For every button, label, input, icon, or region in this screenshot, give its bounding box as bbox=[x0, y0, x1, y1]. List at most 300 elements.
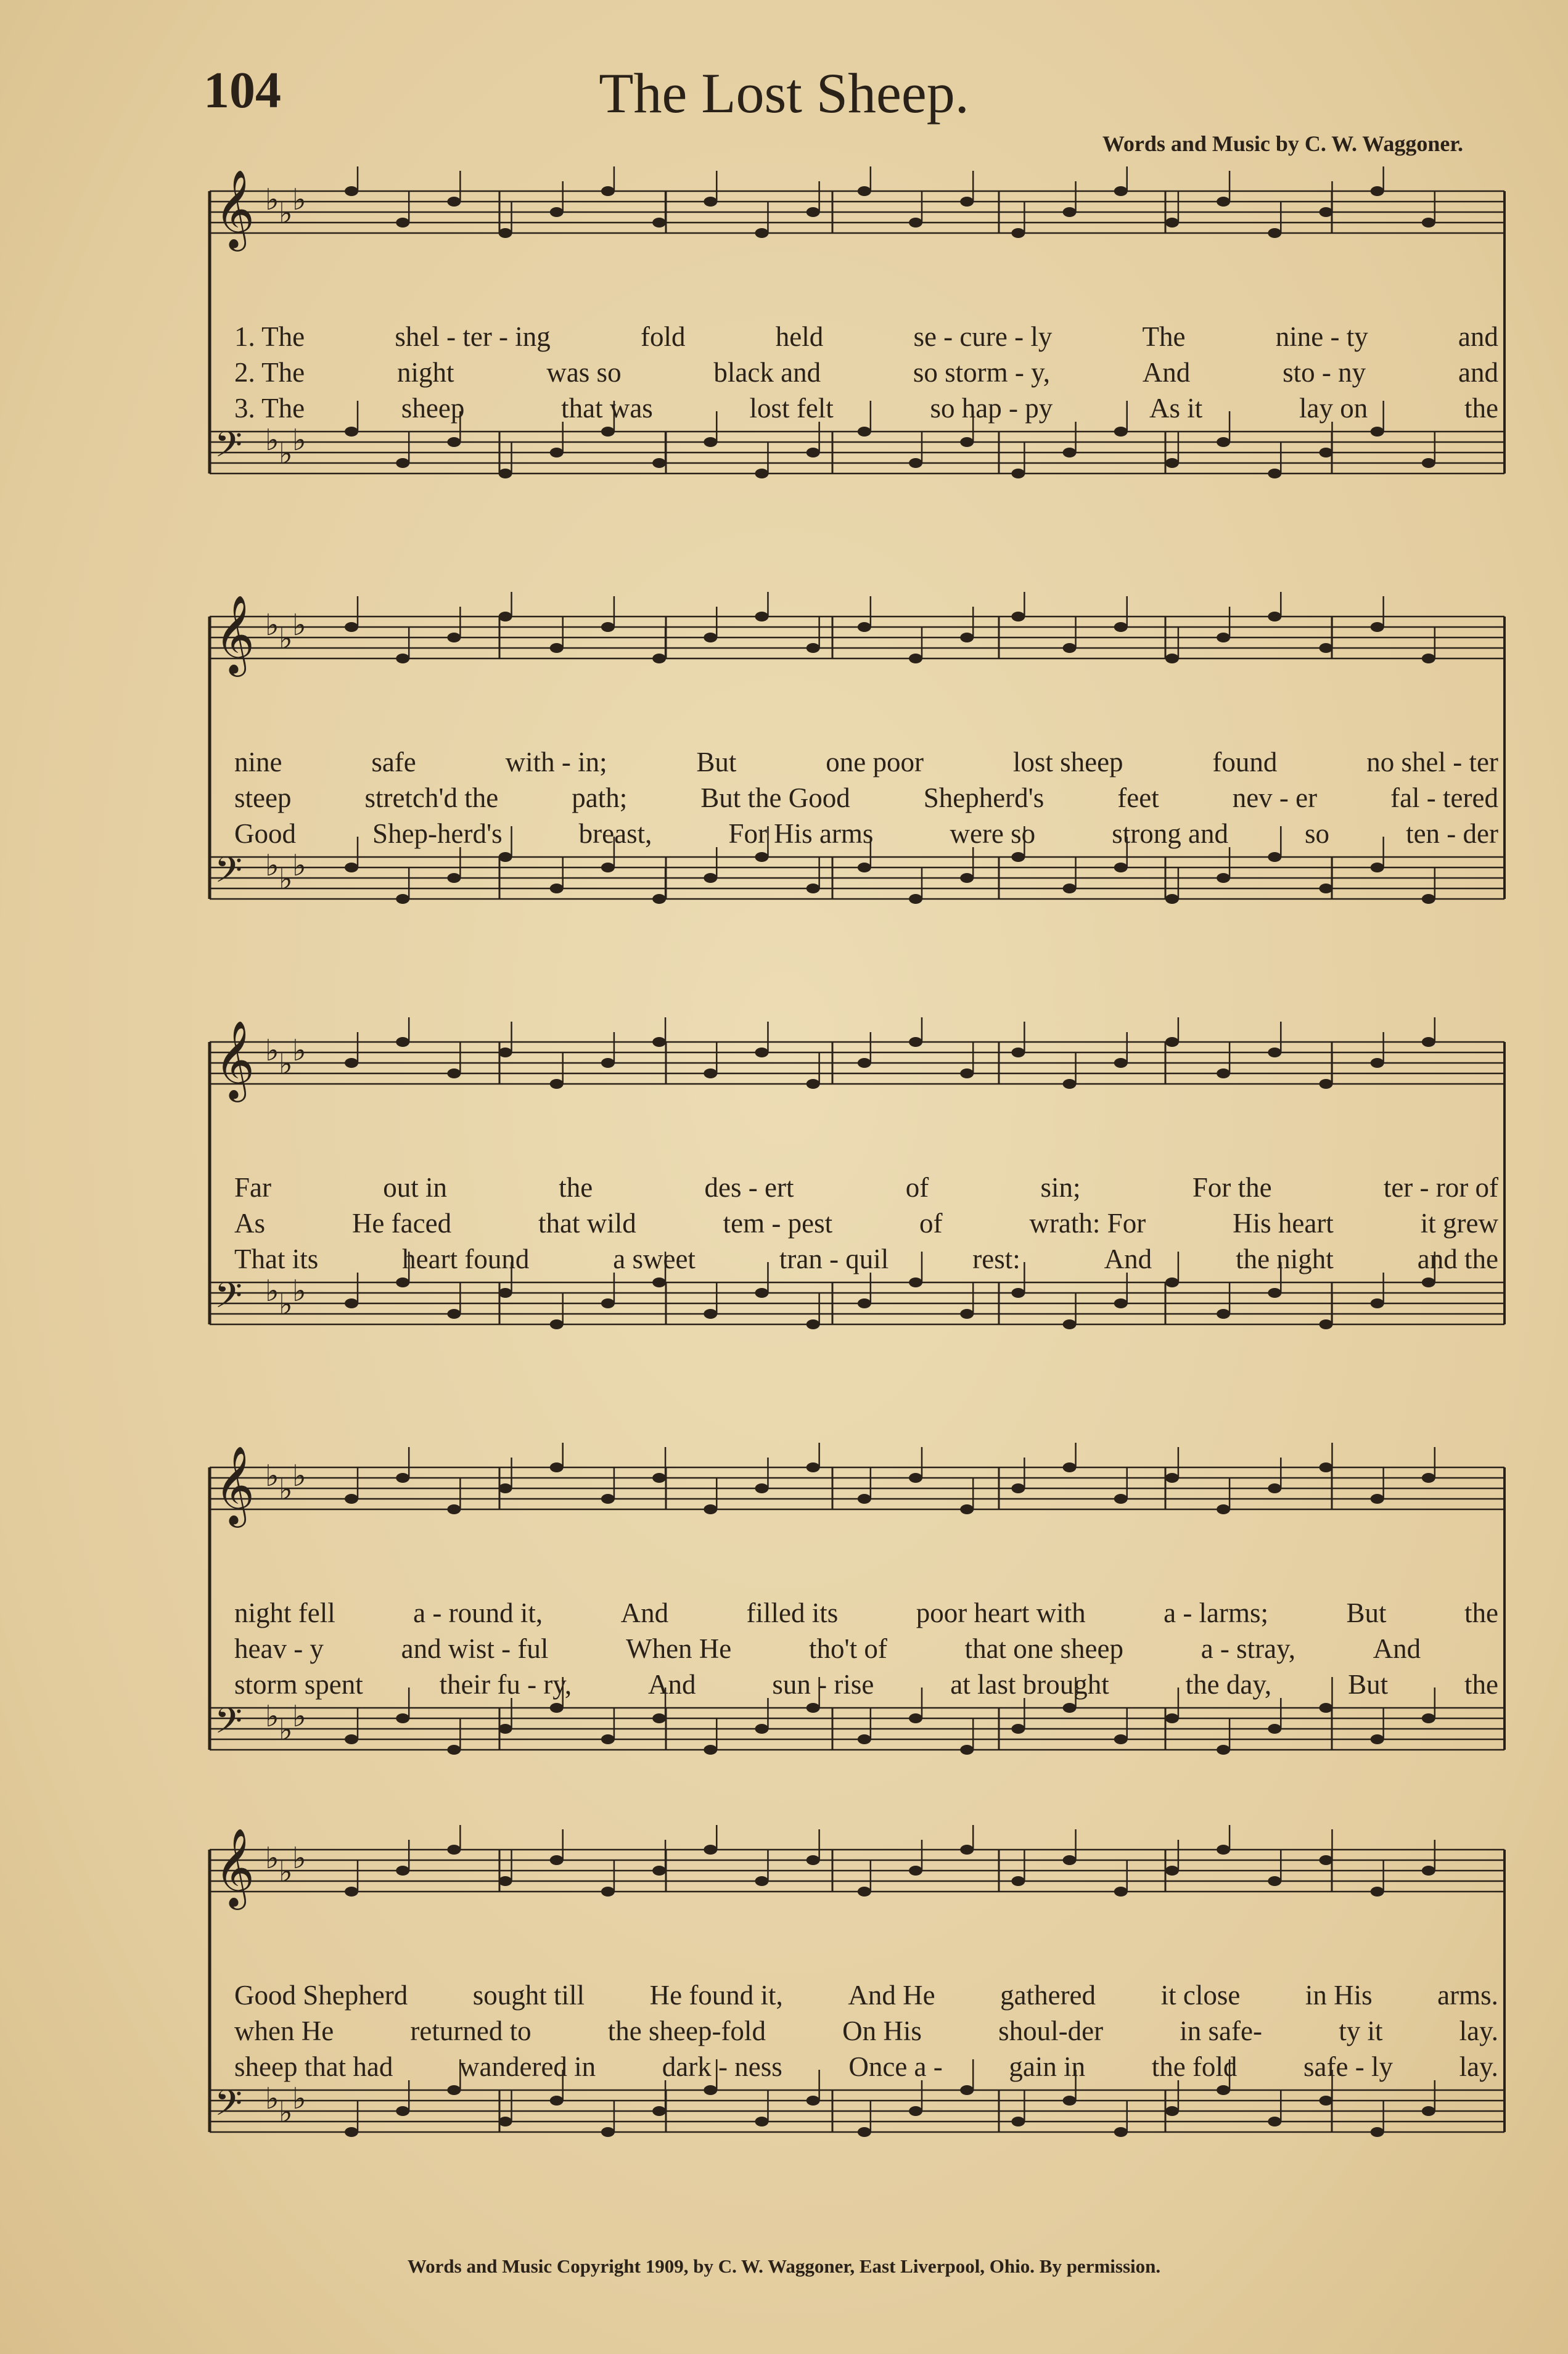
note-head bbox=[447, 1845, 461, 1855]
lyric-syllable: But the Good bbox=[700, 782, 850, 813]
note-head bbox=[1063, 207, 1077, 217]
note-head bbox=[447, 1504, 461, 1514]
note-head bbox=[858, 1887, 871, 1897]
note-head bbox=[1063, 1855, 1077, 1865]
music-system bbox=[197, 166, 1511, 592]
note-head bbox=[1319, 1319, 1332, 1329]
lyric-syllable: lost sheep bbox=[1012, 747, 1123, 777]
note-head bbox=[704, 1845, 717, 1855]
note-head bbox=[1422, 1037, 1435, 1047]
note-head bbox=[601, 1058, 615, 1068]
lyric-syllable: when He bbox=[234, 2016, 334, 2046]
note-head bbox=[447, 873, 461, 883]
treble-clef: 𝄞 bbox=[215, 594, 255, 673]
lyric-syllable: that was bbox=[561, 393, 653, 424]
music-system bbox=[197, 592, 1511, 1017]
note-head bbox=[960, 1309, 974, 1319]
note-head bbox=[601, 863, 615, 872]
lyric-syllable: On His bbox=[842, 2016, 922, 2046]
lyric-syllable: the sheep-fold bbox=[607, 2016, 766, 2046]
note-head bbox=[1114, 1734, 1128, 1744]
lyric-syllable: the bbox=[1464, 1597, 1498, 1628]
treble-staff bbox=[210, 166, 1504, 252]
flat-sign: ♭ bbox=[265, 609, 279, 642]
note-head bbox=[550, 1462, 564, 1472]
note-head bbox=[807, 1855, 820, 1865]
note-head bbox=[1422, 894, 1435, 904]
lyric-syllable: wandered in bbox=[459, 2051, 596, 2082]
treble-staff bbox=[210, 592, 1504, 677]
lyric-syllable: out in bbox=[383, 1172, 448, 1203]
note-head bbox=[1011, 1876, 1025, 1886]
note-head bbox=[1422, 2106, 1435, 2116]
note-head bbox=[652, 654, 666, 663]
note-head bbox=[807, 884, 820, 893]
lyric-syllable: But bbox=[1348, 1669, 1389, 1700]
lyric-syllable: shel - ter - ing bbox=[395, 321, 551, 352]
note-head bbox=[499, 469, 512, 478]
note-head bbox=[1422, 218, 1435, 228]
treble-staff bbox=[210, 1443, 1504, 1528]
note-head bbox=[858, 186, 871, 196]
lyric-line-verse-1 bbox=[197, 746, 1511, 782]
lyric-line-verse-1 bbox=[197, 1171, 1511, 1207]
lyrics-block bbox=[197, 1597, 1511, 1708]
flat-sign: ♭ bbox=[265, 1842, 279, 1875]
note-head bbox=[447, 633, 461, 642]
note-head bbox=[807, 1319, 820, 1329]
note-head bbox=[858, 622, 871, 632]
lyric-syllable: 2. The bbox=[234, 357, 305, 388]
lyric-syllable: As it bbox=[1149, 393, 1203, 424]
lyric-syllable: held bbox=[775, 321, 824, 352]
note-head bbox=[807, 2096, 820, 2106]
lyric-syllable: fal - tered bbox=[1390, 782, 1498, 813]
note-head bbox=[1268, 1724, 1281, 1734]
note-head bbox=[1063, 884, 1077, 893]
note-head bbox=[1319, 1462, 1332, 1472]
lyric-syllable: And bbox=[1104, 1244, 1152, 1274]
lyric-syllable: That its bbox=[234, 1244, 319, 1274]
lyric-syllable: ty it bbox=[1339, 2016, 1383, 2046]
note-head bbox=[1217, 1309, 1230, 1319]
note-head bbox=[1165, 1866, 1179, 1876]
lyric-syllable: tem - pest bbox=[723, 1208, 833, 1239]
page-number: 104 bbox=[203, 62, 281, 119]
lyric-syllable: poor heart with bbox=[916, 1597, 1086, 1628]
note-head bbox=[1268, 612, 1281, 621]
treble-staff bbox=[210, 1017, 1504, 1102]
lyric-syllable: His heart bbox=[1233, 1208, 1334, 1239]
note-head bbox=[1422, 654, 1435, 663]
note-head bbox=[1114, 1494, 1128, 1504]
treble-staff bbox=[210, 1825, 1504, 1910]
lyric-syllable: lay. bbox=[1459, 2016, 1498, 2046]
flat-sign: ♭ bbox=[265, 424, 279, 457]
note-head bbox=[652, 1473, 666, 1483]
lyric-syllable: And bbox=[1142, 357, 1191, 388]
lyric-syllable: lost felt bbox=[749, 393, 834, 424]
flat-sign: ♭ bbox=[279, 863, 293, 896]
note-head bbox=[1011, 1483, 1025, 1493]
note-head bbox=[960, 1504, 974, 1514]
note-head bbox=[909, 654, 922, 663]
note-head bbox=[550, 448, 564, 457]
note-head bbox=[755, 2117, 768, 2126]
flat-sign: ♭ bbox=[265, 1700, 279, 1733]
lyric-syllable: For the bbox=[1192, 1172, 1272, 1203]
note-head bbox=[960, 1068, 974, 1078]
note-head bbox=[499, 1876, 512, 1886]
note-head bbox=[1217, 1845, 1230, 1855]
note-head bbox=[755, 1483, 768, 1493]
note-head bbox=[1268, 1483, 1281, 1493]
note-head bbox=[755, 469, 768, 478]
flat-sign: ♭ bbox=[292, 1275, 306, 1308]
note-head bbox=[447, 1745, 461, 1755]
note-head bbox=[1063, 1462, 1077, 1472]
lyric-syllable: gain in bbox=[1009, 2051, 1086, 2082]
note-head bbox=[396, 1037, 409, 1047]
note-head bbox=[704, 873, 717, 883]
lyric-syllable: the day, bbox=[1185, 1669, 1272, 1700]
lyrics-block bbox=[197, 321, 1511, 432]
lyric-syllable: steep bbox=[234, 782, 292, 813]
note-head bbox=[447, 1068, 461, 1078]
note-head bbox=[960, 1745, 974, 1755]
treble-clef: 𝄞 bbox=[215, 169, 255, 248]
flat-sign: ♭ bbox=[279, 623, 293, 655]
lyric-syllable: a - round it, bbox=[413, 1597, 543, 1628]
note-head bbox=[1011, 2117, 1025, 2126]
lyric-syllable: so storm - y, bbox=[913, 357, 1050, 388]
note-head bbox=[396, 1866, 409, 1876]
lyric-syllable: strong and bbox=[1112, 818, 1228, 849]
lyric-syllable: the bbox=[559, 1172, 593, 1203]
lyric-syllable: tran - quil bbox=[779, 1244, 889, 1274]
note-head bbox=[396, 458, 409, 468]
lyric-syllable: a - stray, bbox=[1201, 1633, 1295, 1664]
note-head bbox=[807, 207, 820, 217]
lyric-syllable: returned to bbox=[410, 2016, 532, 2046]
flat-sign: ♭ bbox=[279, 197, 293, 230]
page-title: The Lost Sheep. bbox=[599, 62, 969, 125]
note-head bbox=[909, 218, 922, 228]
note-head bbox=[1268, 2117, 1281, 2126]
flat-sign: ♭ bbox=[292, 184, 306, 216]
lyric-syllable: and wist - ful bbox=[401, 1633, 549, 1664]
lyric-syllable: wrath: For bbox=[1029, 1208, 1146, 1239]
note-head bbox=[755, 228, 768, 238]
note-head bbox=[1063, 448, 1077, 457]
note-head bbox=[858, 863, 871, 872]
note-head bbox=[1114, 1298, 1128, 1308]
lyric-syllable: Once a - bbox=[848, 2051, 943, 2082]
note-head bbox=[499, 1288, 512, 1298]
note-head bbox=[1371, 1298, 1384, 1308]
note-head bbox=[858, 1734, 871, 1744]
lyric-syllable: nev - er bbox=[1232, 782, 1318, 813]
note-head bbox=[345, 2127, 358, 2137]
bass-clef: 𝄢 bbox=[215, 2082, 243, 2133]
note-head bbox=[1165, 1473, 1179, 1483]
note-head bbox=[1217, 437, 1230, 447]
note-head bbox=[1371, 1058, 1384, 1068]
note-head bbox=[807, 1462, 820, 1472]
flat-sign: ♭ bbox=[292, 609, 306, 642]
lyrics-block bbox=[197, 1171, 1511, 1282]
note-head bbox=[960, 197, 974, 207]
lyric-syllable: dark - ness bbox=[662, 2051, 782, 2082]
note-head bbox=[1217, 873, 1230, 883]
note-head bbox=[755, 1048, 768, 1057]
bass-clef: 𝄢 bbox=[215, 1700, 243, 1750]
lyric-syllable: lay. bbox=[1459, 2051, 1498, 2082]
note-head bbox=[1319, 884, 1332, 893]
note-head bbox=[1422, 1713, 1435, 1723]
lyric-syllable: breast, bbox=[578, 818, 652, 849]
note-head bbox=[1217, 197, 1230, 207]
note-head bbox=[960, 437, 974, 447]
note-head bbox=[499, 1483, 512, 1493]
lyric-line-verse-3 bbox=[197, 1668, 1511, 1704]
note-head bbox=[858, 1494, 871, 1504]
note-head bbox=[909, 2106, 922, 2116]
lyric-syllable: in safe- bbox=[1180, 2016, 1262, 2046]
lyric-syllable: Good Shepherd bbox=[234, 1980, 408, 2011]
lyric-syllable: sheep bbox=[401, 393, 465, 424]
flat-sign: ♭ bbox=[279, 1474, 293, 1506]
lyrics-block bbox=[197, 746, 1511, 857]
lyric-syllable: As bbox=[234, 1208, 266, 1239]
note-head bbox=[1063, 1319, 1077, 1329]
note-head bbox=[755, 1288, 768, 1298]
note-head bbox=[447, 197, 461, 207]
note-head bbox=[1165, 1713, 1179, 1723]
note-head bbox=[909, 1866, 922, 1876]
lyric-syllable: with - in; bbox=[505, 747, 607, 777]
lyric-syllable: at last brought bbox=[950, 1669, 1109, 1700]
note-head bbox=[704, 197, 717, 207]
note-head bbox=[1011, 1048, 1025, 1057]
lyric-syllable: so bbox=[1305, 818, 1330, 849]
note-head bbox=[345, 1734, 358, 1744]
flat-sign: ♭ bbox=[279, 1048, 293, 1081]
lyric-syllable: For His arms bbox=[728, 818, 874, 849]
note-head bbox=[704, 633, 717, 642]
note-head bbox=[601, 186, 615, 196]
lyric-syllable: And bbox=[648, 1669, 696, 1700]
note-head bbox=[550, 2096, 564, 2106]
flat-sign: ♭ bbox=[265, 850, 279, 882]
treble-clef: 𝄞 bbox=[215, 1445, 255, 1524]
lyric-syllable: sheep that had bbox=[234, 2051, 393, 2082]
note-head bbox=[1114, 863, 1128, 872]
note-head bbox=[499, 612, 512, 621]
note-head bbox=[1268, 469, 1281, 478]
flat-sign: ♭ bbox=[265, 1275, 279, 1308]
note-head bbox=[1165, 654, 1179, 663]
lyric-syllable: 1. The bbox=[234, 321, 305, 352]
note-head bbox=[652, 1866, 666, 1876]
lyric-syllable: heart found bbox=[402, 1244, 530, 1274]
lyric-line-verse-1 bbox=[197, 1597, 1511, 1633]
note-head bbox=[909, 1037, 922, 1047]
lyric-syllable: des - ert bbox=[704, 1172, 794, 1203]
treble-clef: 𝄞 bbox=[215, 1827, 255, 1906]
note-head bbox=[1268, 1048, 1281, 1057]
lyric-syllable: sto - ny bbox=[1283, 357, 1366, 388]
lyric-syllable: safe bbox=[371, 747, 416, 777]
note-head bbox=[1371, 186, 1384, 196]
note-head bbox=[1319, 448, 1332, 457]
lyric-line-verse-2 bbox=[197, 1207, 1511, 1243]
note-head bbox=[704, 1068, 717, 1078]
note-head bbox=[1371, 1494, 1384, 1504]
note-head bbox=[807, 643, 820, 653]
lyric-syllable: their fu - ry, bbox=[439, 1669, 572, 1700]
note-head bbox=[345, 186, 358, 196]
note-head bbox=[858, 1058, 871, 1068]
note-head bbox=[704, 1309, 717, 1319]
note-head bbox=[1319, 1079, 1332, 1089]
lyric-line-verse-1 bbox=[197, 321, 1511, 356]
lyric-syllable: storm spent bbox=[234, 1669, 363, 1700]
note-head bbox=[1371, 2127, 1384, 2137]
note-head bbox=[1371, 863, 1384, 872]
flat-sign: ♭ bbox=[292, 850, 306, 882]
note-head bbox=[1114, 622, 1128, 632]
lyric-syllable: one poor bbox=[826, 747, 924, 777]
note-head bbox=[1319, 643, 1332, 653]
note-head bbox=[755, 1724, 768, 1734]
note-head bbox=[652, 218, 666, 228]
lyric-line-verse-2 bbox=[197, 782, 1511, 818]
lyric-syllable: a sweet bbox=[613, 1244, 696, 1274]
note-head bbox=[858, 2127, 871, 2137]
bass-clef: 𝄢 bbox=[215, 424, 243, 474]
note-head bbox=[396, 654, 409, 663]
lyric-syllable: of bbox=[919, 1208, 943, 1239]
lyric-syllable: tho't of bbox=[808, 1633, 887, 1664]
lyric-syllable: feet bbox=[1117, 782, 1159, 813]
note-head bbox=[499, 1048, 512, 1057]
lyric-syllable: arms. bbox=[1437, 1980, 1498, 2011]
lyric-syllable: so hap - py bbox=[930, 393, 1053, 424]
lyric-syllable: path; bbox=[572, 782, 628, 813]
lyric-syllable: and the bbox=[1417, 1244, 1498, 1274]
flat-sign: ♭ bbox=[279, 1856, 293, 1889]
lyric-syllable: Shepherd's bbox=[923, 782, 1045, 813]
lyric-syllable: the fold bbox=[1151, 2051, 1238, 2082]
lyric-syllable: of bbox=[905, 1172, 929, 1203]
lyric-syllable: Shep-herd's bbox=[372, 818, 503, 849]
note-head bbox=[1422, 458, 1435, 468]
note-head bbox=[1371, 622, 1384, 632]
note-head bbox=[1114, 186, 1128, 196]
note-head bbox=[1268, 1288, 1281, 1298]
note-head bbox=[447, 437, 461, 447]
lyric-syllable: were so bbox=[950, 818, 1036, 849]
note-head bbox=[601, 2127, 615, 2137]
note-head bbox=[550, 207, 564, 217]
note-head bbox=[755, 612, 768, 621]
note-head bbox=[1165, 458, 1179, 468]
lyric-syllable: night fell bbox=[234, 1597, 335, 1628]
note-head bbox=[396, 218, 409, 228]
note-head bbox=[1063, 2096, 1077, 2106]
note-head bbox=[601, 622, 615, 632]
lyric-line-verse-2 bbox=[197, 1633, 1511, 1668]
note-head bbox=[1217, 1068, 1230, 1078]
lyric-syllable: He found it, bbox=[649, 1980, 783, 2011]
flat-sign: ♭ bbox=[279, 438, 293, 470]
lyric-syllable: the night bbox=[1236, 1244, 1334, 1274]
lyric-line-verse-3 bbox=[197, 2051, 1511, 2086]
note-head bbox=[1011, 1288, 1025, 1298]
flat-sign: ♭ bbox=[292, 1035, 306, 1067]
lyric-syllable: gathered bbox=[1000, 1980, 1096, 2011]
credit-line: Words and Music by C. W. Waggoner. bbox=[1102, 131, 1463, 156]
note-head bbox=[652, 894, 666, 904]
note-head bbox=[1165, 894, 1179, 904]
flat-sign: ♭ bbox=[265, 184, 279, 216]
music-system bbox=[197, 1825, 1511, 2250]
lyric-syllable: He faced bbox=[351, 1208, 452, 1239]
flat-sign: ♭ bbox=[265, 1035, 279, 1067]
treble-clef: 𝄞 bbox=[215, 1020, 255, 1099]
music-system bbox=[197, 1443, 1511, 1868]
lyric-syllable: The bbox=[1142, 321, 1186, 352]
note-head bbox=[704, 437, 717, 447]
flat-sign: ♭ bbox=[279, 1714, 293, 1747]
note-head bbox=[1165, 218, 1179, 228]
note-head bbox=[1063, 643, 1077, 653]
lyric-syllable: ten - der bbox=[1406, 818, 1498, 849]
flat-sign: ♭ bbox=[292, 1842, 306, 1875]
lyric-syllable: lay on bbox=[1299, 393, 1368, 424]
lyric-line-verse-3 bbox=[197, 1243, 1511, 1279]
note-head bbox=[1011, 469, 1025, 478]
flat-sign: ♭ bbox=[265, 2083, 279, 2115]
lyric-syllable: in His bbox=[1305, 1980, 1373, 2011]
note-head bbox=[1114, 2127, 1128, 2137]
flat-sign: ♭ bbox=[292, 1460, 306, 1493]
lyric-syllable: But bbox=[1346, 1597, 1387, 1628]
note-head bbox=[601, 1494, 615, 1504]
lyric-syllable: no shel - ter bbox=[1366, 747, 1498, 777]
flat-sign: ♭ bbox=[265, 1460, 279, 1493]
note-head bbox=[960, 633, 974, 642]
note-head bbox=[1422, 1473, 1435, 1483]
note-head bbox=[499, 1724, 512, 1734]
bass-clef: 𝄢 bbox=[215, 1274, 243, 1325]
lyric-syllable: night bbox=[396, 357, 454, 388]
note-head bbox=[550, 1079, 564, 1089]
flat-sign: ♭ bbox=[292, 1700, 306, 1733]
note-head bbox=[1011, 612, 1025, 621]
note-head bbox=[601, 1734, 615, 1744]
lyric-syllable: And He bbox=[848, 1980, 935, 2011]
note-head bbox=[1422, 1866, 1435, 1876]
note-head bbox=[807, 448, 820, 457]
note-head bbox=[1011, 1724, 1025, 1734]
note-head bbox=[345, 863, 358, 872]
lyric-syllable: se - cure - ly bbox=[913, 321, 1053, 352]
lyric-syllable: And bbox=[620, 1597, 669, 1628]
flat-sign: ♭ bbox=[279, 2096, 293, 2129]
note-head bbox=[601, 1298, 615, 1308]
